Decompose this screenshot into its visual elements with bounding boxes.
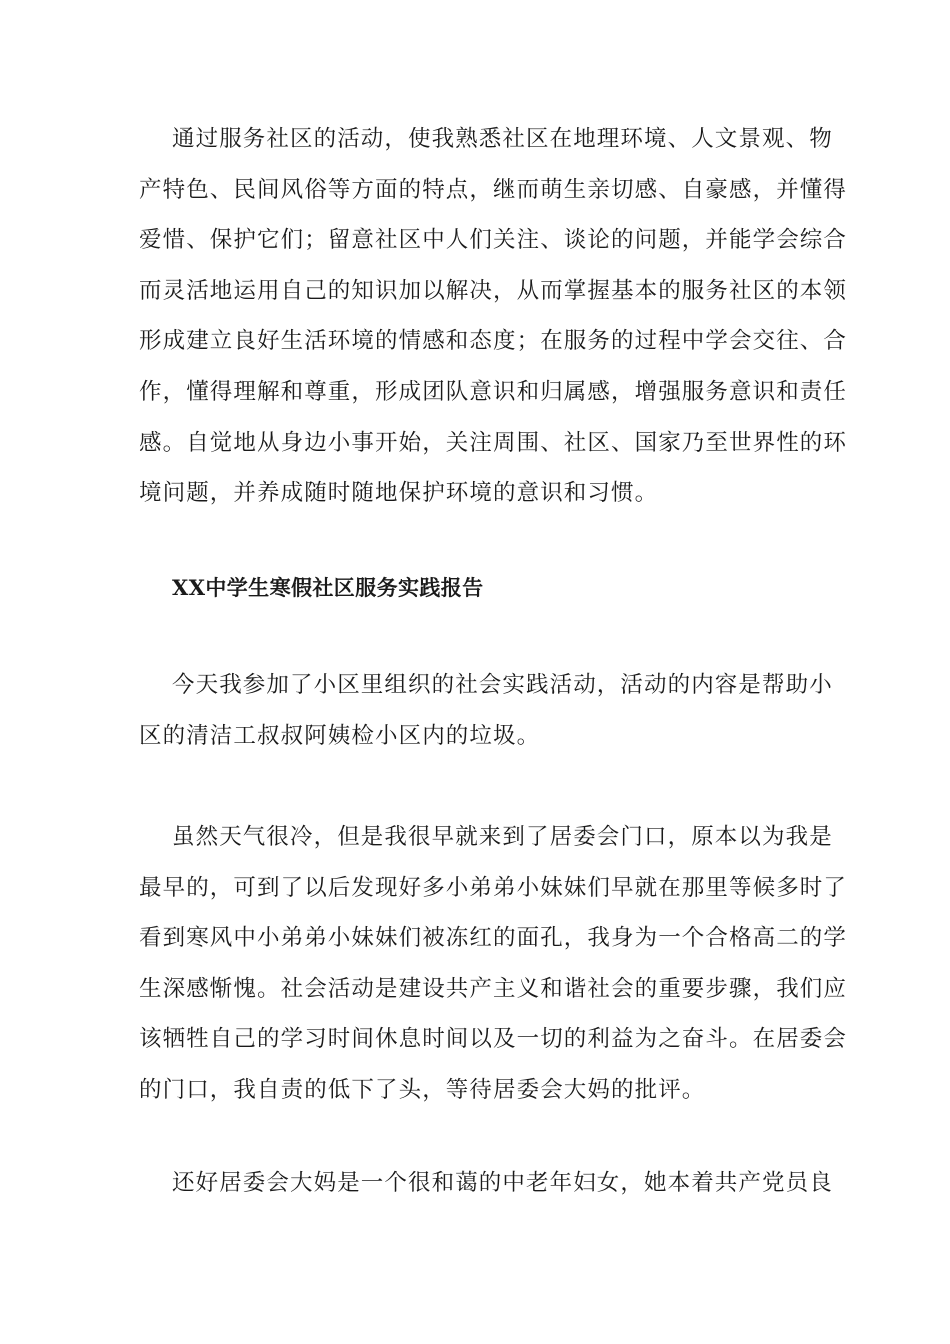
paragraph-line: 还好居委会大妈是一个很和蔼的中老年妇女，她本着共产党员良 [172, 1170, 833, 1196]
paragraph-line: 区的清洁工叔叔阿姨检小区内的垃圾。 [139, 722, 541, 749]
paragraph-line: 的门口，我自责的低下了头，等待居委会大妈的批评。 [139, 1076, 706, 1103]
report-title: XX中学生寒假社区服务实践报告 [172, 575, 484, 600]
paragraph-line: 虽然天气很冷，但是我很早就来到了居委会门口，原本以为我是 [172, 824, 833, 850]
paragraph-cold-morning [139, 812, 848, 1116]
paragraph-line: 生深感惭愧。社会活动是建设共产主义和谐社会的重要步骤，我们应 [139, 975, 848, 1002]
paragraph-activity-intro [139, 660, 833, 761]
paragraph-committee-lady [139, 1158, 833, 1209]
paragraph-line: 境问题，并养成随时随地保护环境的意识和习惯。 [139, 480, 659, 507]
paragraph-line: 最早的，可到了以后发现好多小弟弟小妹妹们早就在那里等候多时了 [139, 874, 848, 901]
paragraph-line: 形成建立良好生活环境的情感和态度；在服务的过程中学会交往、合 [139, 328, 848, 355]
paragraph-line: 看到寒风中小弟弟小妹妹们被冻红的面孔，我身为一个合格高二的学 [139, 925, 848, 952]
paragraph-line: 而灵活地运用自己的知识加以解决，从而掌握基本的服务社区的本领 [139, 277, 848, 304]
paragraph-line: 爱惜、保护它们；留意社区中人们关注、谈论的问题，并能学会综合 [139, 227, 848, 254]
paragraph-line: 通过服务社区的活动，使我熟悉社区在地理环境、人文景观、物 [172, 126, 833, 152]
paragraph-line: 感。自觉地从身边小事开始，关注周围、社区、国家乃至世界性的环 [139, 429, 848, 456]
paragraph-community-service [139, 114, 848, 519]
paragraph-line: 产特色、民间风俗等方面的特点，继而萌生亲切感、自豪感，并懂得 [139, 176, 848, 203]
paragraph-line: 该牺牲自己的学习时间休息时间以及一切的利益为之奋斗。在居委会 [139, 1026, 848, 1053]
paragraph-line: 今天我参加了小区里组织的社会实践活动，活动的内容是帮助小 [172, 672, 833, 698]
paragraph-line: 作，懂得理解和尊重，形成团队意识和归属感，增强服务意识和责任 [139, 378, 848, 405]
